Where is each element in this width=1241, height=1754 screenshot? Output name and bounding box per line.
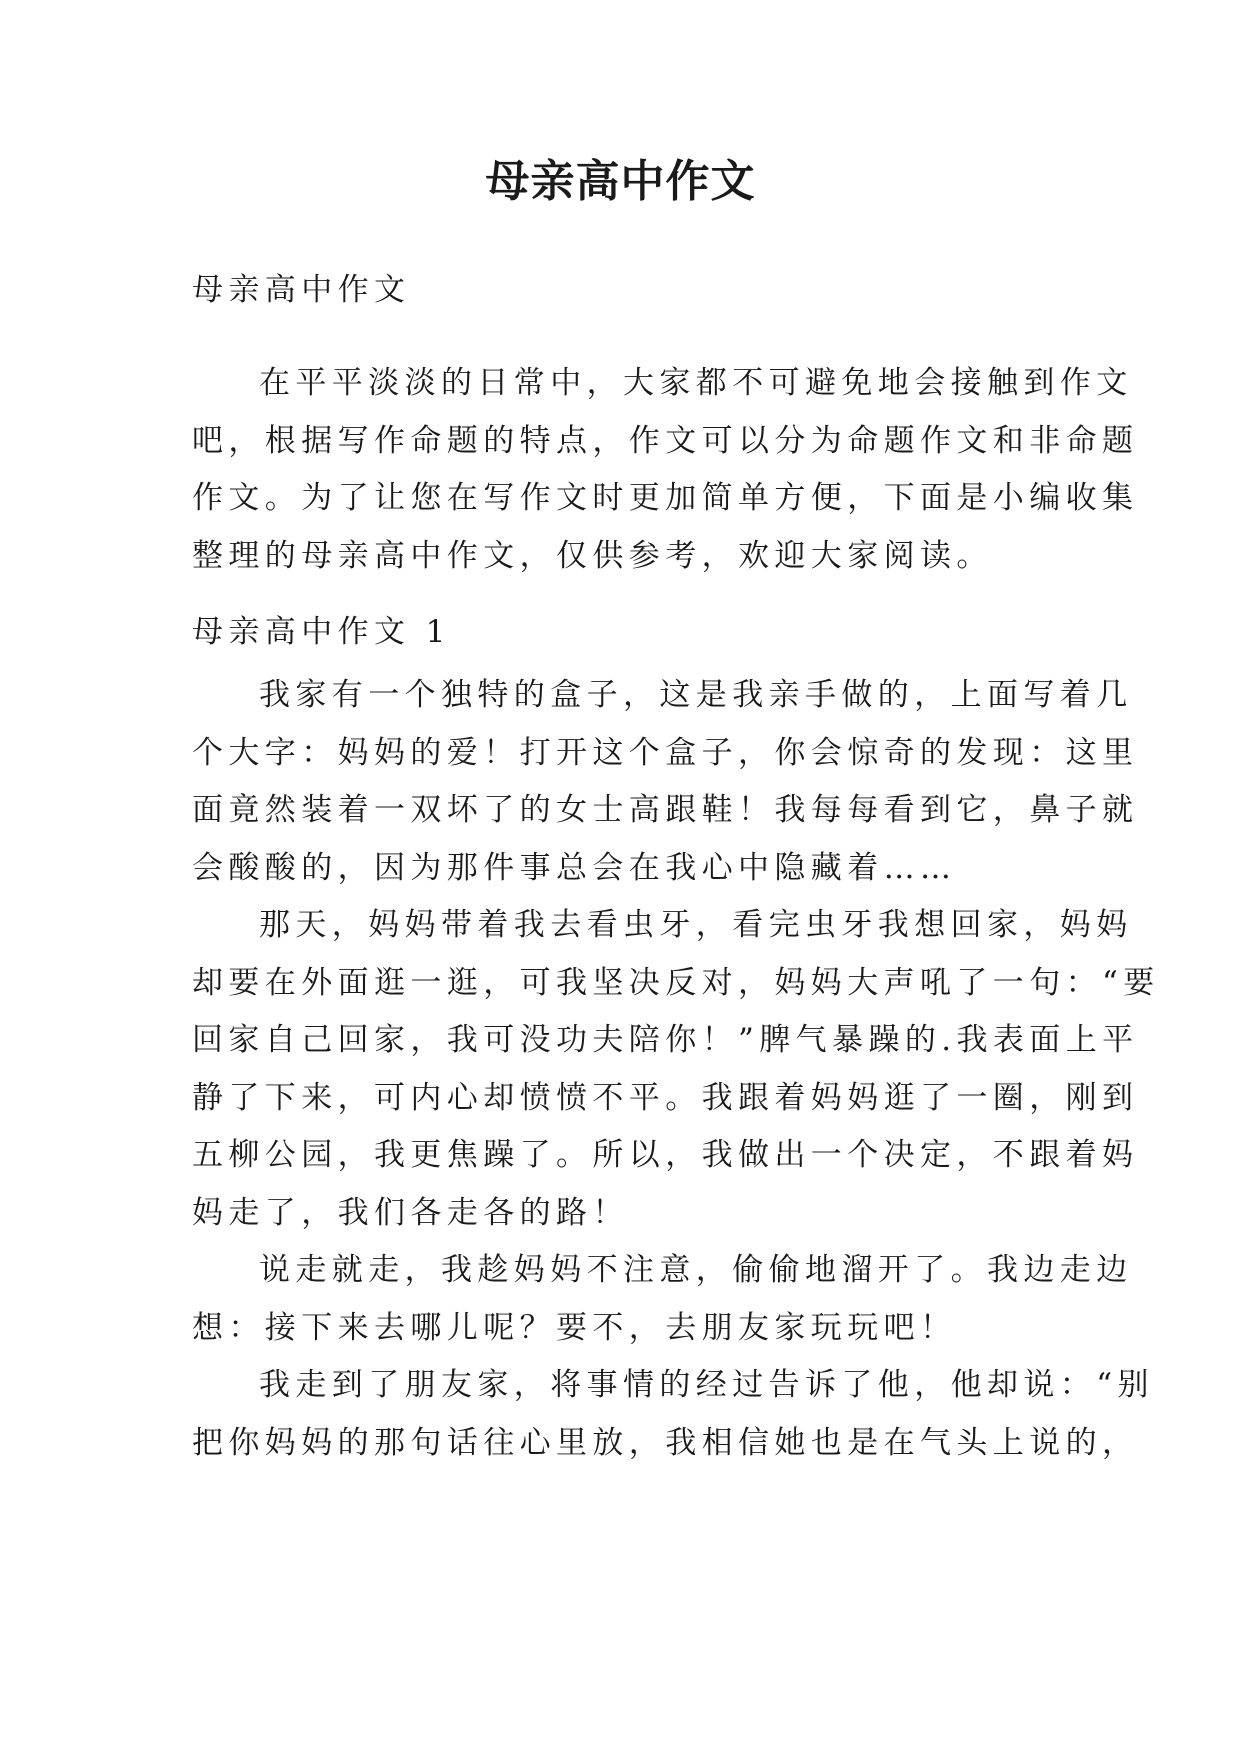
intro-line: 在平平淡淡的日常中，大家都不可避免地会接触到作文 [259, 365, 1133, 401]
intro-line: 吧，根据写作命题的特点，作文可以分为命题作文和非命题 [192, 422, 1139, 459]
essay-line: 说走就走，我趁妈妈不注意，偷偷地溜开了。我边走边 [259, 1252, 1133, 1288]
essay-line: 那天，妈妈带着我去看虫牙，看完虫牙我想回家，妈妈 [259, 907, 1133, 943]
essay-heading [192, 604, 1052, 662]
intro-line: 作文。为了让您在写作文时更加简单方便，下面是小编收集 [192, 480, 1139, 516]
essay-line: 妈走了，我们各走各的路！ [192, 1194, 629, 1231]
document-title: 母亲高中作文 [485, 156, 756, 207]
essay-body [192, 667, 1160, 1472]
essay-heading-text: 母亲高中作文 1 [192, 614, 451, 650]
essay-line: 把你妈妈的那句话往心里放，我相信她也是在气头上说的， [192, 1424, 1139, 1461]
essay-line: 面竟然装着一双坏了的女士高跟鞋！我每每看到它，鼻子就 [192, 792, 1139, 828]
essay-line: 五柳公园，我更焦躁了。所以，我做出一个决定，不跟着妈 [192, 1137, 1139, 1173]
essay-line: 却要在外面逛一逛，可我坚决反对，妈妈大声吼了一句：“要 [192, 964, 1160, 1001]
subheading [192, 262, 1052, 320]
intro-paragraph [192, 355, 1139, 585]
essay-line: 我走到了朋友家，将事情的经过告诉了他，他却说：“别 [259, 1367, 1154, 1403]
subheading-text: 母亲高中作文 [192, 272, 411, 308]
essay-line: 我家有一个独特的盒子，这是我亲手做的，上面写着几 [259, 677, 1133, 713]
essay-line: 想：接下来去哪儿呢？要不，去朋友家玩玩吧！ [192, 1309, 957, 1346]
essay-line: 静了下来，可内心却愤愤不平。我跟着妈妈逛了一圈，刚到 [192, 1079, 1139, 1116]
essay-line: 会酸酸的，因为那件事总会在我心中隐藏着…… [192, 849, 957, 886]
essay-line: 回家自己回家，我可没功夫陪你！”脾气暴躁的.我表面上平 [192, 1022, 1139, 1058]
essay-line: 个大字：妈妈的爱！打开这个盒子，你会惊奇的发现：这里 [192, 734, 1139, 771]
intro-line: 整理的母亲高中作文，仅供参考，欢迎大家阅读。 [192, 537, 993, 574]
